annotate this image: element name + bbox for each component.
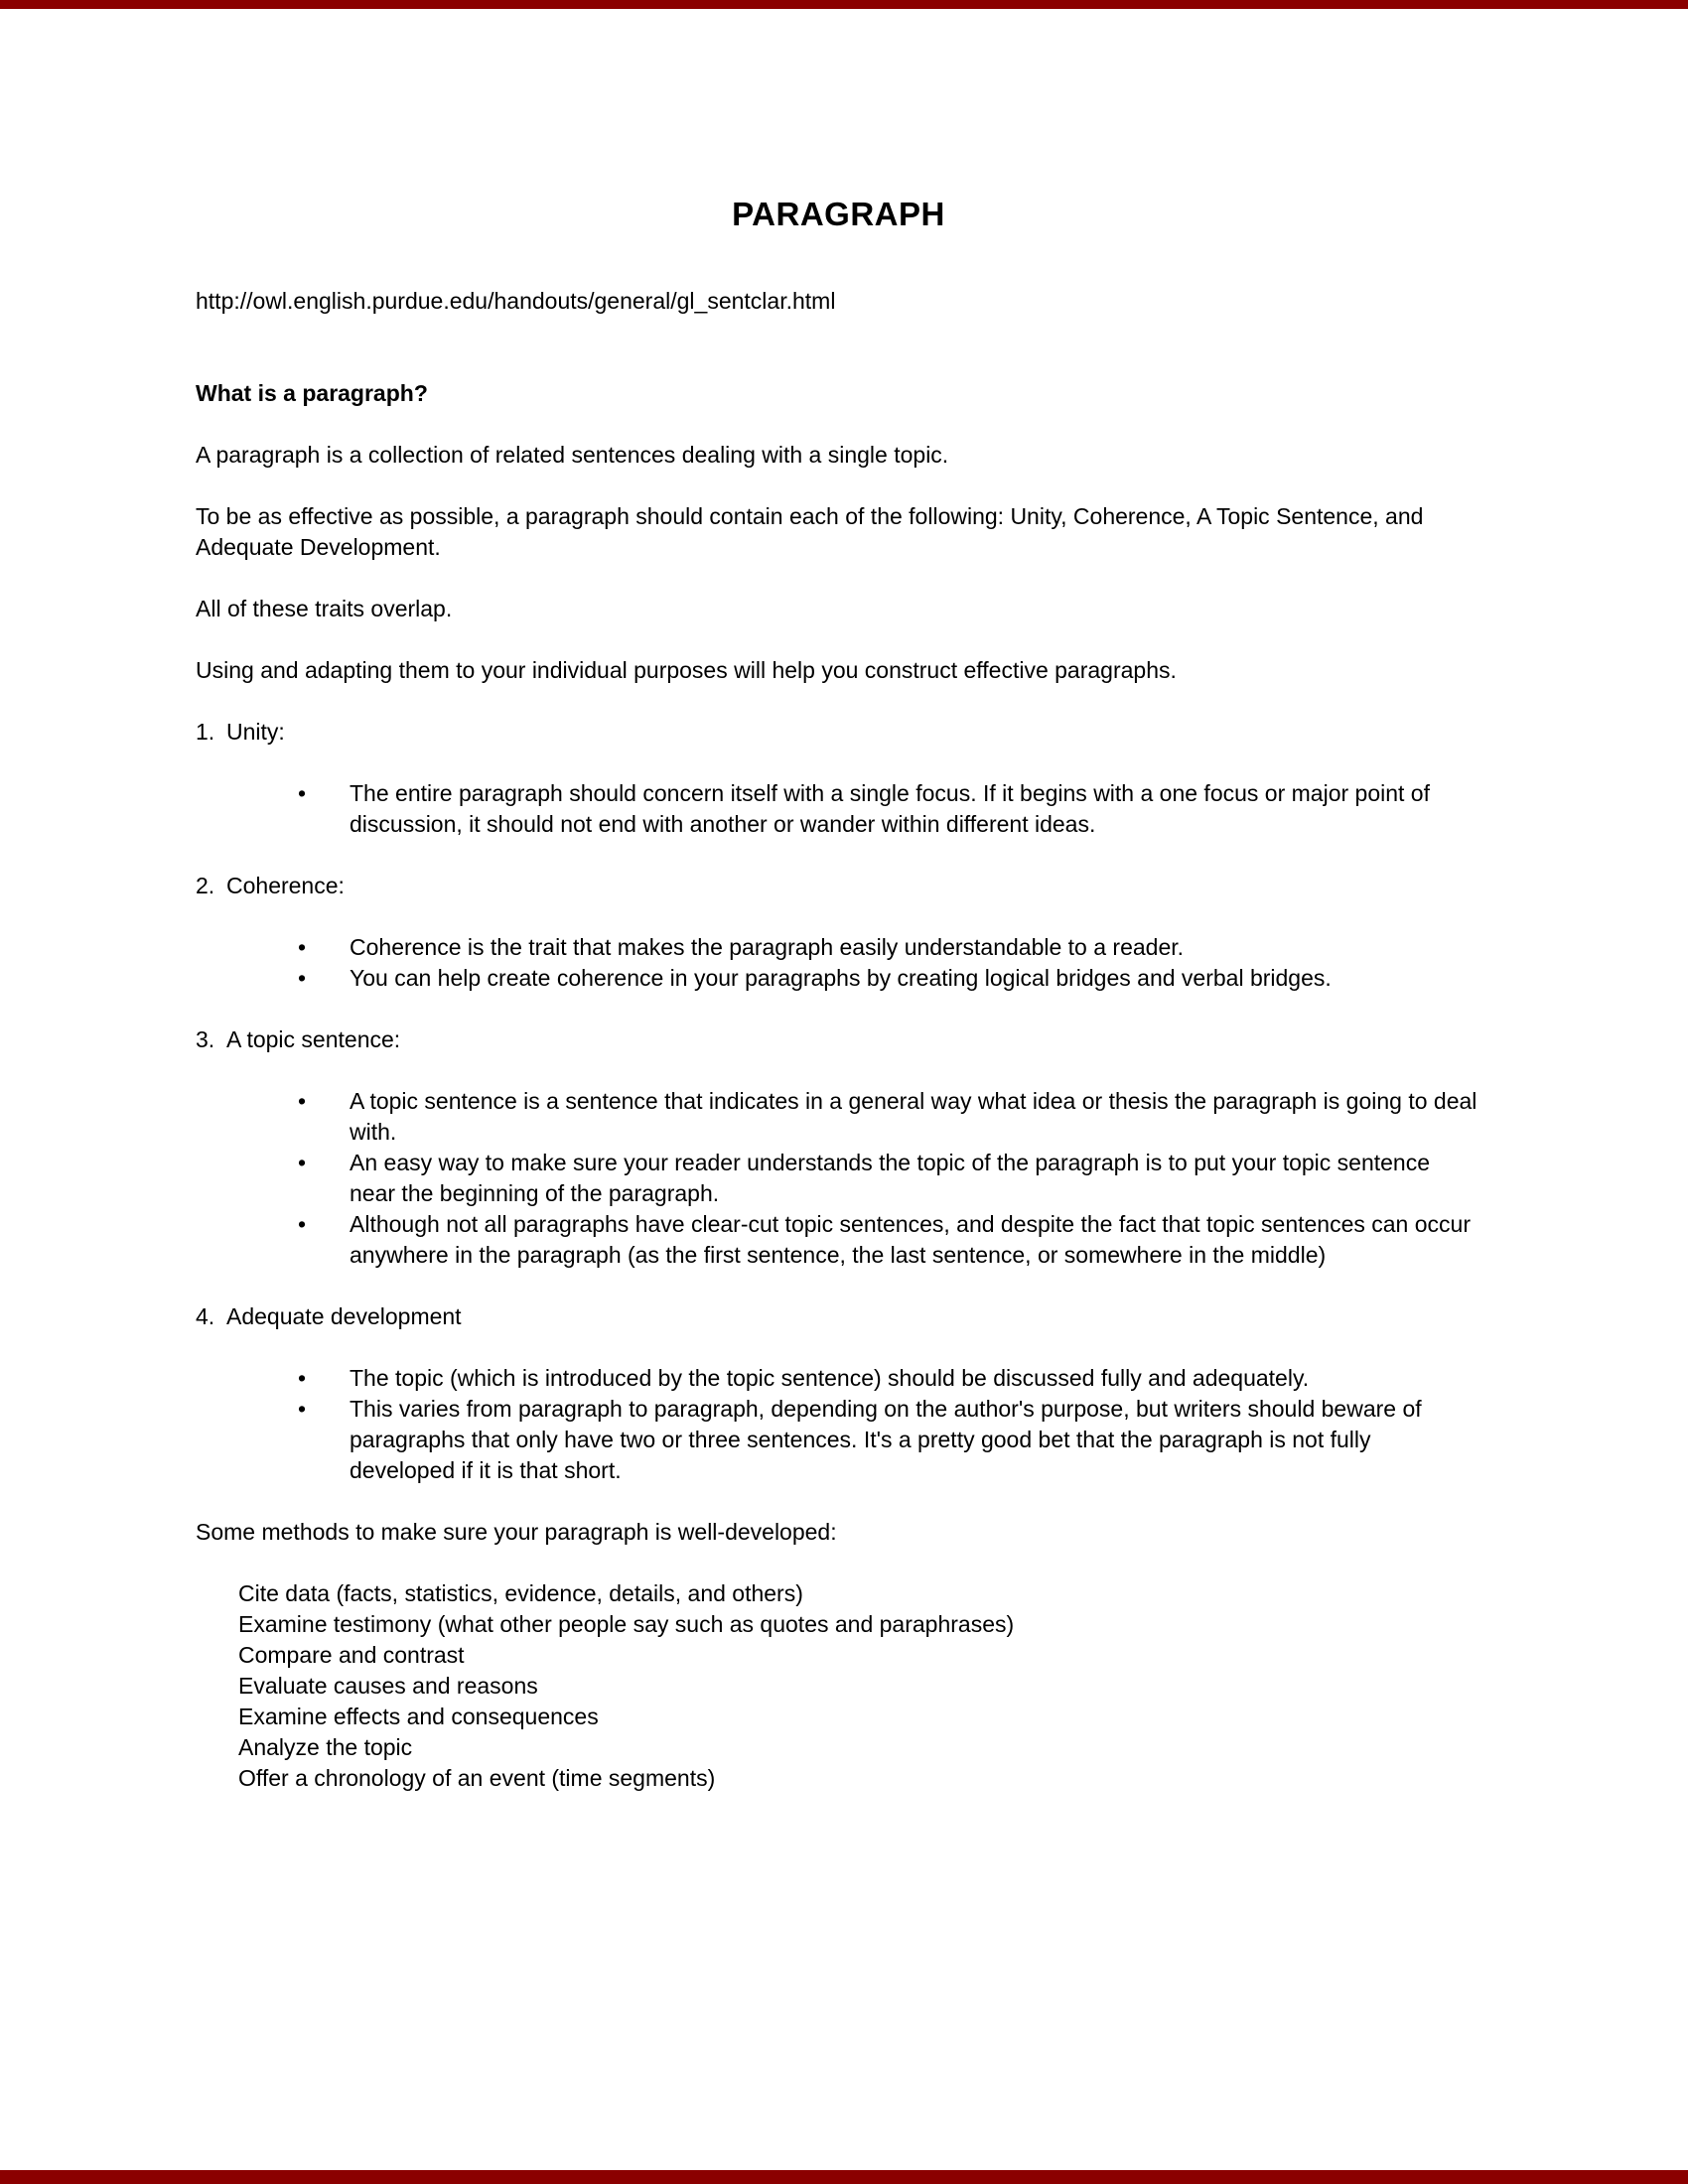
bullet-item bbox=[196, 1209, 1481, 1271]
adequate-development-bullet-list bbox=[196, 1363, 1481, 1486]
document-title: PARAGRAPH bbox=[732, 196, 945, 232]
list-item: Examine testimony (what other people say such as quotes and paraphrases) bbox=[238, 1611, 1015, 1637]
bullet-text: An easy way to make sure your reader understands the topic of the paragraph is to put your topic sentence near the beginning of the paragraph. bbox=[350, 1150, 1431, 1206]
bullet-item bbox=[196, 932, 1481, 963]
bullet-icon: • bbox=[298, 1396, 307, 1422]
list-item: Analyze the topic bbox=[238, 1734, 413, 1760]
bullet-item bbox=[196, 1148, 1481, 1209]
intro-paragraph: Using and adapting them to your individual purposes will help you construct effective paragraphs. bbox=[196, 657, 1177, 683]
list-item: Compare and contrast bbox=[238, 1642, 465, 1668]
numbered-heading-label: Unity: bbox=[226, 719, 285, 745]
bullet-icon: • bbox=[298, 1211, 307, 1237]
bullet-icon: • bbox=[298, 934, 307, 960]
intro-paragraph: To be as effective as possible, a paragraph should contain each of the following: Unity, Coherence, A Topic Sentence, and Adequate Development. bbox=[196, 503, 1424, 560]
bullet-text: A topic sentence is a sentence that indicates in a general way what idea or thesis the paragraph is going to deal with. bbox=[350, 1088, 1477, 1145]
coherence-bullet-list bbox=[196, 932, 1481, 994]
numbered-heading-unity bbox=[196, 717, 1481, 748]
top-border-bar bbox=[0, 0, 1688, 9]
topic-sentence-bullet-list bbox=[196, 1086, 1481, 1271]
bullet-icon: • bbox=[298, 780, 307, 806]
list-number: 3. bbox=[196, 1026, 215, 1052]
source-url: http://owl.english.purdue.edu/handouts/general/gl_sentclar.html bbox=[196, 288, 836, 314]
numbered-heading-label: A topic sentence: bbox=[226, 1026, 401, 1052]
bullet-icon: • bbox=[298, 1088, 307, 1114]
methods-intro: Some methods to make sure your paragraph is well-developed: bbox=[196, 1519, 837, 1545]
list-item: Evaluate causes and reasons bbox=[238, 1673, 538, 1699]
bottom-border-bar bbox=[0, 2170, 1688, 2184]
bullet-text: This varies from paragraph to paragraph, depending on the author's purpose, but writers should beware of paragraphs that only have two or three sentences. It's a pretty good bet that the paragraph is not fully developed if it is that short. bbox=[350, 1396, 1422, 1483]
bullet-text: Although not all paragraphs have clear-cut topic sentences, and despite the fact that topic sentences can occur anywhere in the paragraph (as the first sentence, the last sentence, or somewhere in the middle) bbox=[350, 1211, 1471, 1268]
list-item: Cite data (facts, statistics, evidence, details, and others) bbox=[238, 1580, 803, 1606]
list-item: Examine effects and consequences bbox=[238, 1704, 599, 1729]
bullet-text: The topic (which is introduced by the topic sentence) should be discussed fully and adequately. bbox=[350, 1365, 1310, 1391]
list-number: 1. bbox=[196, 719, 215, 745]
numbered-heading-topic-sentence bbox=[196, 1024, 1481, 1055]
numbered-heading-label: Coherence: bbox=[226, 873, 345, 898]
bullet-item bbox=[196, 1086, 1481, 1148]
list-number: 2. bbox=[196, 873, 215, 898]
what-is-a-paragraph-heading: What is a paragraph? bbox=[196, 380, 428, 406]
unity-bullet-list bbox=[196, 778, 1481, 840]
numbered-heading-coherence bbox=[196, 871, 1481, 901]
intro-paragraph: All of these traits overlap. bbox=[196, 596, 453, 621]
bullet-icon: • bbox=[298, 1150, 307, 1175]
document-page bbox=[196, 195, 1481, 1794]
bullet-item bbox=[196, 1394, 1481, 1486]
bullet-text: You can help create coherence in your paragraphs by creating logical bridges and verbal bridges. bbox=[350, 965, 1332, 991]
intro-paragraph: A paragraph is a collection of related sentences dealing with a single topic. bbox=[196, 442, 949, 468]
bullet-text: The entire paragraph should concern itself with a single focus. If it begins with a one focus or major point of discussion, it should not end with another or wander within different ideas. bbox=[350, 780, 1430, 837]
list-number: 4. bbox=[196, 1303, 215, 1329]
numbered-heading-adequate-development bbox=[196, 1301, 1481, 1332]
bullet-icon: • bbox=[298, 965, 307, 991]
numbered-heading-label: Adequate development bbox=[226, 1303, 462, 1329]
bullet-item bbox=[196, 778, 1481, 840]
methods-list bbox=[238, 1578, 1481, 1794]
bullet-item bbox=[196, 1363, 1481, 1394]
list-item: Offer a chronology of an event (time segments) bbox=[238, 1765, 716, 1791]
bullet-icon: • bbox=[298, 1365, 307, 1391]
bullet-item bbox=[196, 963, 1481, 994]
bullet-text: Coherence is the trait that makes the paragraph easily understandable to a reader. bbox=[350, 934, 1185, 960]
